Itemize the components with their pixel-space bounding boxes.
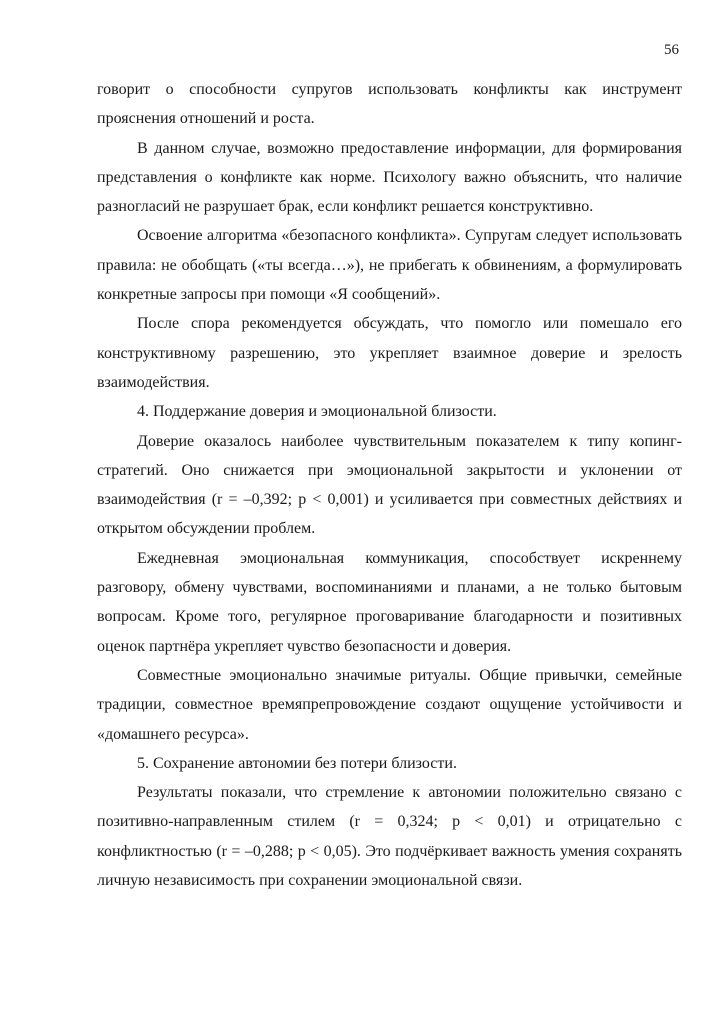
paragraph-continuation: говорит о способности супругов использовать конфликты как инструмент прояснения отношений и роста.	[97, 81, 682, 128]
paragraph: Результаты показали, что стремление к автономии положительно связано с позитивно-направленным стилем (r = 0,324; p < 0,01) и отрицательно с конфликтностью (r = –0,288; p < 0,05). Это подчёркивает важность умения сохранять личную независимость при сохранении эмоциональной связи.	[97, 784, 682, 890]
paragraph: После спора рекомендуется обсуждать, что помогло или помешало его конструктивному разрешению, это укрепляет взаимное доверие и зрелость взаимодействия.	[97, 315, 682, 391]
paragraph: В данном случае, возможно предоставление информации, для формирования представления о конфликте как норме. Психологу важно объяснить, что наличие разногласий не разрушает брак, если конфликт решается конструктивно.	[97, 139, 682, 216]
section-heading: 5. Сохранение автономии без потери близости.	[137, 754, 457, 772]
section-heading: 4. Поддержание доверия и эмоциональной близости.	[137, 403, 497, 421]
paragraph: Ежедневная эмоциональная коммуникация, способствует искреннему разговору, обмену чувствами, воспоминаниями и планами, а не только бытовым вопросам. Кроме того, регулярное проговаривание благодарности и позитивных оценок партнёра укрепляет чувство безопасности и доверия.	[97, 549, 682, 655]
paragraph: Совместные эмоционально значимые ритуалы. Общие привычки, семейные традиции, совместное времяпрепровождение создают ощущение устойчивости и «домашнего ресурса».	[97, 666, 682, 743]
document-body	[97, 75, 682, 895]
paragraph: Освоение алгоритма «безопасного конфликта». Супругам следует использовать правила: не обобщать («ты всегда…»), не прибегать к обвинениям, а формулировать конкретные запросы при помощи «Я сообщений».	[97, 227, 682, 304]
paragraph: Доверие оказалось наиболее чувствительным показателем к типу копинг-стратегий. Оно снижается при эмоциональной закрытости и уклонении от взаимодействия (r = –0,392; p < 0,001) и усиливается при совместных действиях и открытом обсуждении проблем.	[97, 432, 682, 538]
page-number: 56	[664, 42, 679, 58]
